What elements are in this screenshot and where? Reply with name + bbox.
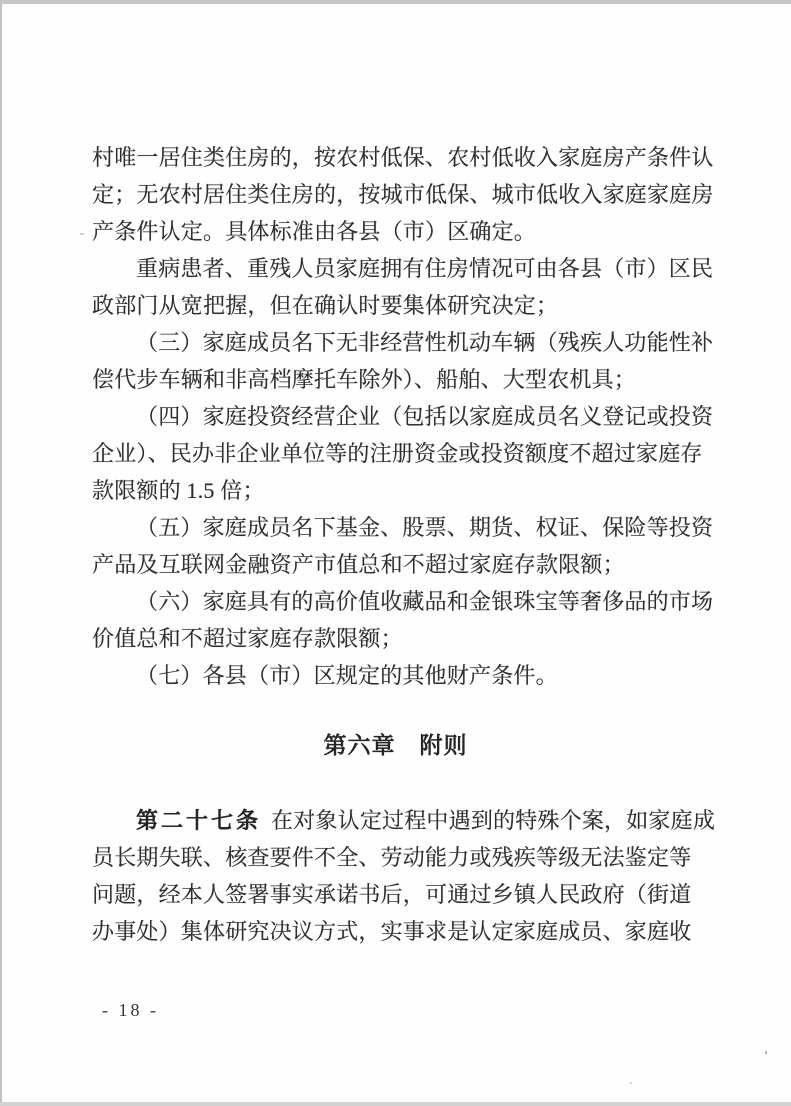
text-line: 款限额的 1.5 倍；: [92, 478, 265, 503]
text-line: 产条件认定。具体标准由各县（市）区确定。: [92, 219, 537, 244]
scan-speck: [630, 1082, 632, 1084]
text-line: （三）家庭成员名下无非经营性机动车辆（残疾人功能性补: [136, 330, 714, 355]
article-number: 第二十七条: [136, 808, 262, 833]
text-line: 第二十七条 在对象认定过程中遇到的特殊个案，如家庭成: [136, 808, 716, 833]
text-line: 政部门从宽把握，但在确认时要集体研究决定；: [92, 293, 559, 318]
text-line: （五）家庭成员名下基金、股票、期货、权证、保险等投资: [136, 515, 714, 540]
text-line: 企业）、民办非企业单位等的注册资金或投资额度不超过家庭存: [92, 441, 703, 466]
text-line: 村唯一居住类住房的，按农村低保、农村低收入家庭房产条件认: [92, 145, 714, 170]
scan-edge-left: [0, 0, 2, 1106]
text-line: （四）家庭投资经营企业（包括以家庭成员名义登记或投资: [136, 404, 714, 429]
chapter-heading: 第六章 附则: [323, 732, 468, 758]
text-line: 价值总和不超过家庭存款限额；: [92, 626, 403, 651]
page-number: - 18 -: [102, 1000, 159, 1020]
body-text: [92, 139, 732, 694]
scan-speck: [765, 1051, 767, 1054]
text-line: 定；无农村居住类住房的，按城市低保、城市低收入家庭家庭房: [92, 182, 714, 207]
text-line: 办事处）集体研究决议方式，实事求是认定家庭成员、家庭收: [92, 919, 692, 944]
text-line: 产品及互联网金融资产市值总和不超过家庭存款限额；: [92, 552, 625, 577]
text-line: （七）各县（市）区规定的其他财产条件。: [136, 663, 558, 688]
text-line: 偿代步车辆和非高档摩托车除外）、船舶、大型农机具；: [92, 367, 637, 392]
article-paragraph: [92, 802, 732, 950]
text-line: （六）家庭具有的高价值收藏品和金银珠宝等奢侈品的市场: [136, 589, 714, 614]
text-line: 员长期失联、核查要件不全、劳动能力或残疾等级无法鉴定等: [92, 845, 692, 870]
scan-edge-top: [0, 0, 791, 4]
scan-edge-bottom: [0, 1102, 791, 1106]
scan-speck: [80, 233, 84, 235]
text-line: 问题，经本人签署事实承诺书后，可通过乡镇人民政府（街道: [92, 882, 692, 907]
text-line: 重病患者、重残人员家庭拥有住房情况可由各县（市）区民: [136, 256, 714, 281]
